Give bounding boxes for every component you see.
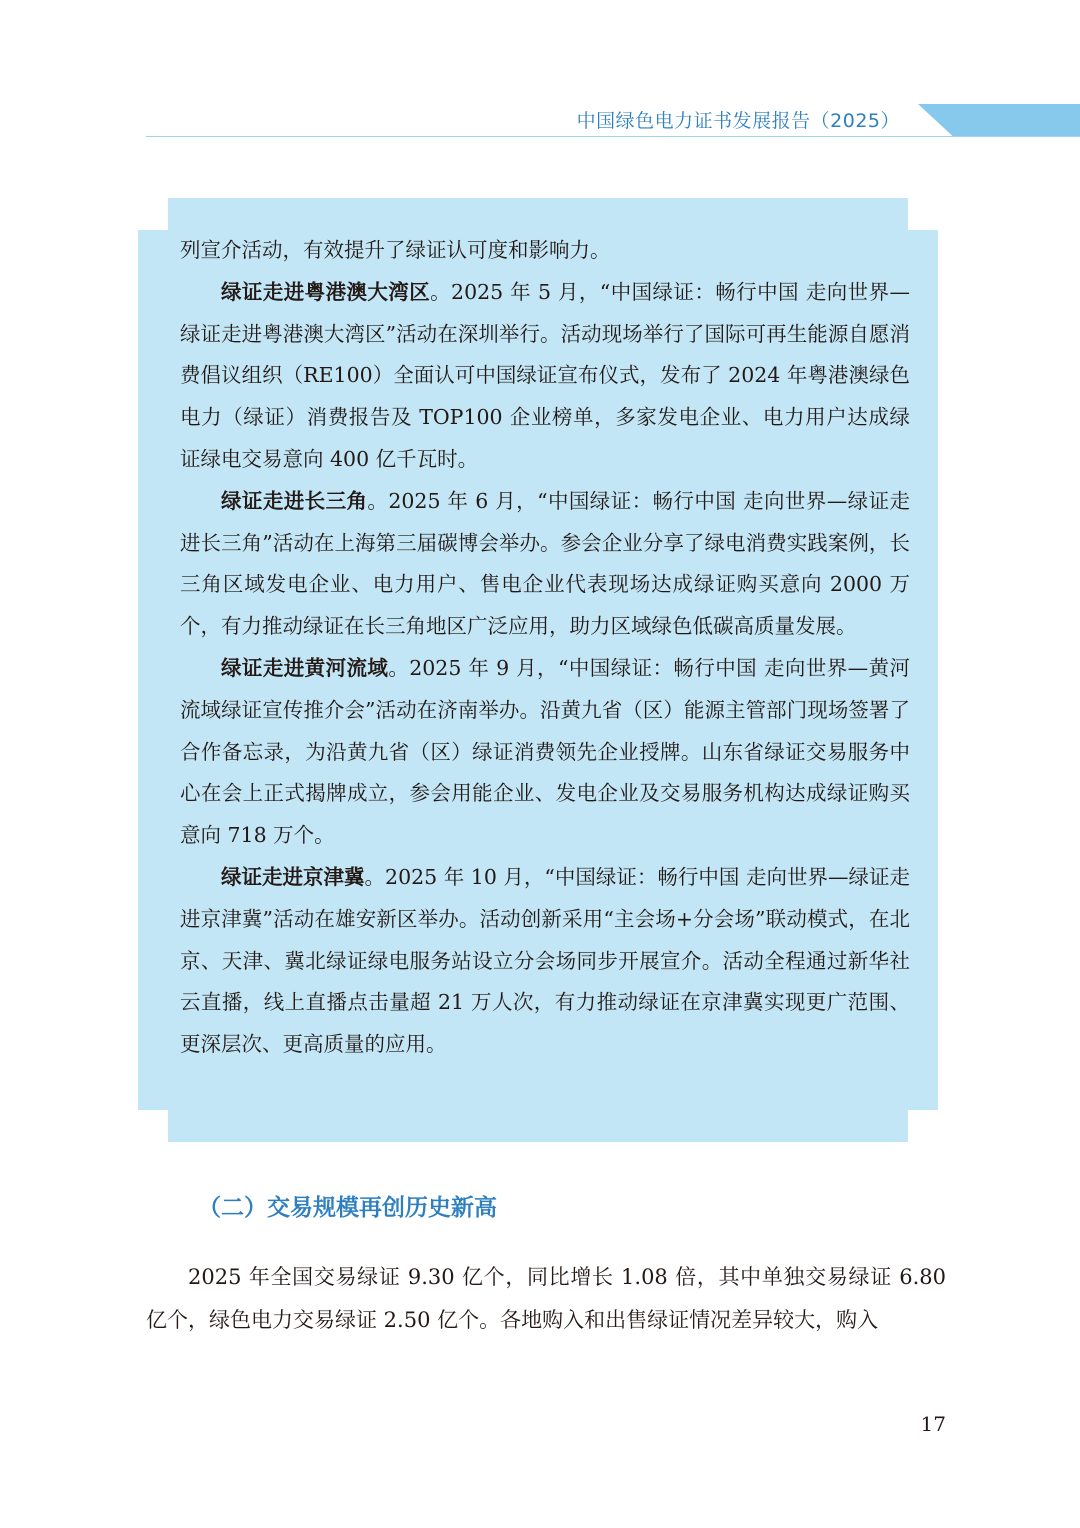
running-header-title: 中国绿色电力证书发展报告（2025） [576,110,900,132]
box-item-text: 。2025 年 6 月，“中国绿证：畅行中国 走向世界—绿证走进长三角”活动在上海第三届碳博会举办。参会企业分享了绿电消费实践案例，长三角区域发电企业、电力用户、售电企业代表现场达成绿证购买意向 2000 万个，有力推动绿证在长三角地区广泛应用，助力区域绿色低碳高质量发展。 [180,488,911,639]
highlight-box-bottom [168,1110,908,1142]
header-rule [146,136,1080,137]
box-item-heading: 绿证走进粤港澳大湾区 [221,279,431,304]
highlight-box-top [168,198,908,230]
box-item-heading: 绿证走进京津冀 [221,864,365,889]
box-item-text: 。2025 年 5 月，“中国绿证：畅行中国 走向世界—绿证走进粤港澳大湾区”活动在深圳举行。活动现场举行了国际可再生能源自愿消费倡议组织（RE100）全面认可中国绿证宣布仪式，发布了 2024 年粤港澳绿色电力（绿证）消费报告及 TOP100 企业榜单，多家发电企业、电力用户达成绿证绿电交易意向 400 亿千瓦时。 [180,279,910,471]
page-number: 17 [920,1412,946,1436]
box-item-heading: 绿证走进长三角 [221,488,368,513]
box-paragraph-yangtze [180,481,910,648]
box-item-text: 。2025 年 9 月，“中国绿证：畅行中国 走向世界—黄河流域绿证宣传推介会”活动在济南举办。沿黄九省（区）能源主管部门现场签署了合作备忘录，为沿黄九省（区）绿证消费领先企业授牌。山东省绿证交易服务中心在会上正式揭牌成立，参会用能企业、发电企业及交易服务机构达成绿证购买意向 718 万个。 [180,655,910,848]
box-paragraph-intro: 列宣介活动，有效提升了绿证认可度和影响力。 [180,238,611,262]
box-item-text: 。2025 年 10 月，“中国绿证：畅行中国 走向世界—绿证走进京津冀”活动在雄安新区举办。活动创新采用“主会场+分会场”联动模式，在北京、天津、冀北绿证绿电服务站设立分会场同步开展宣介。活动全程通过新华社云直播，线上直播点击量超 21 万人次，有力推动绿证在京津冀实现更广范围、更深层次、更高质量的应用。 [180,864,910,1057]
section-heading: （二）交易规模再创历史新高 [198,1195,497,1221]
box-paragraph-yellow-river [180,648,910,857]
box-item-heading: 绿证走进黄河流域 [221,655,389,680]
box-paragraph-jingjinji [180,857,910,1066]
header-tab-decoration [918,104,1080,137]
body-paragraph: 2025 年全国交易绿证 9.30 亿个，同比增长 1.08 倍，其中单独交易绿证 6.80 亿个，绿色电力交易绿证 2.50 亿个。各地购入和出售绿证情况差异较大，购入 [146,1265,946,1332]
highlight-box-text [180,230,910,1066]
box-paragraph-gba [180,272,910,481]
